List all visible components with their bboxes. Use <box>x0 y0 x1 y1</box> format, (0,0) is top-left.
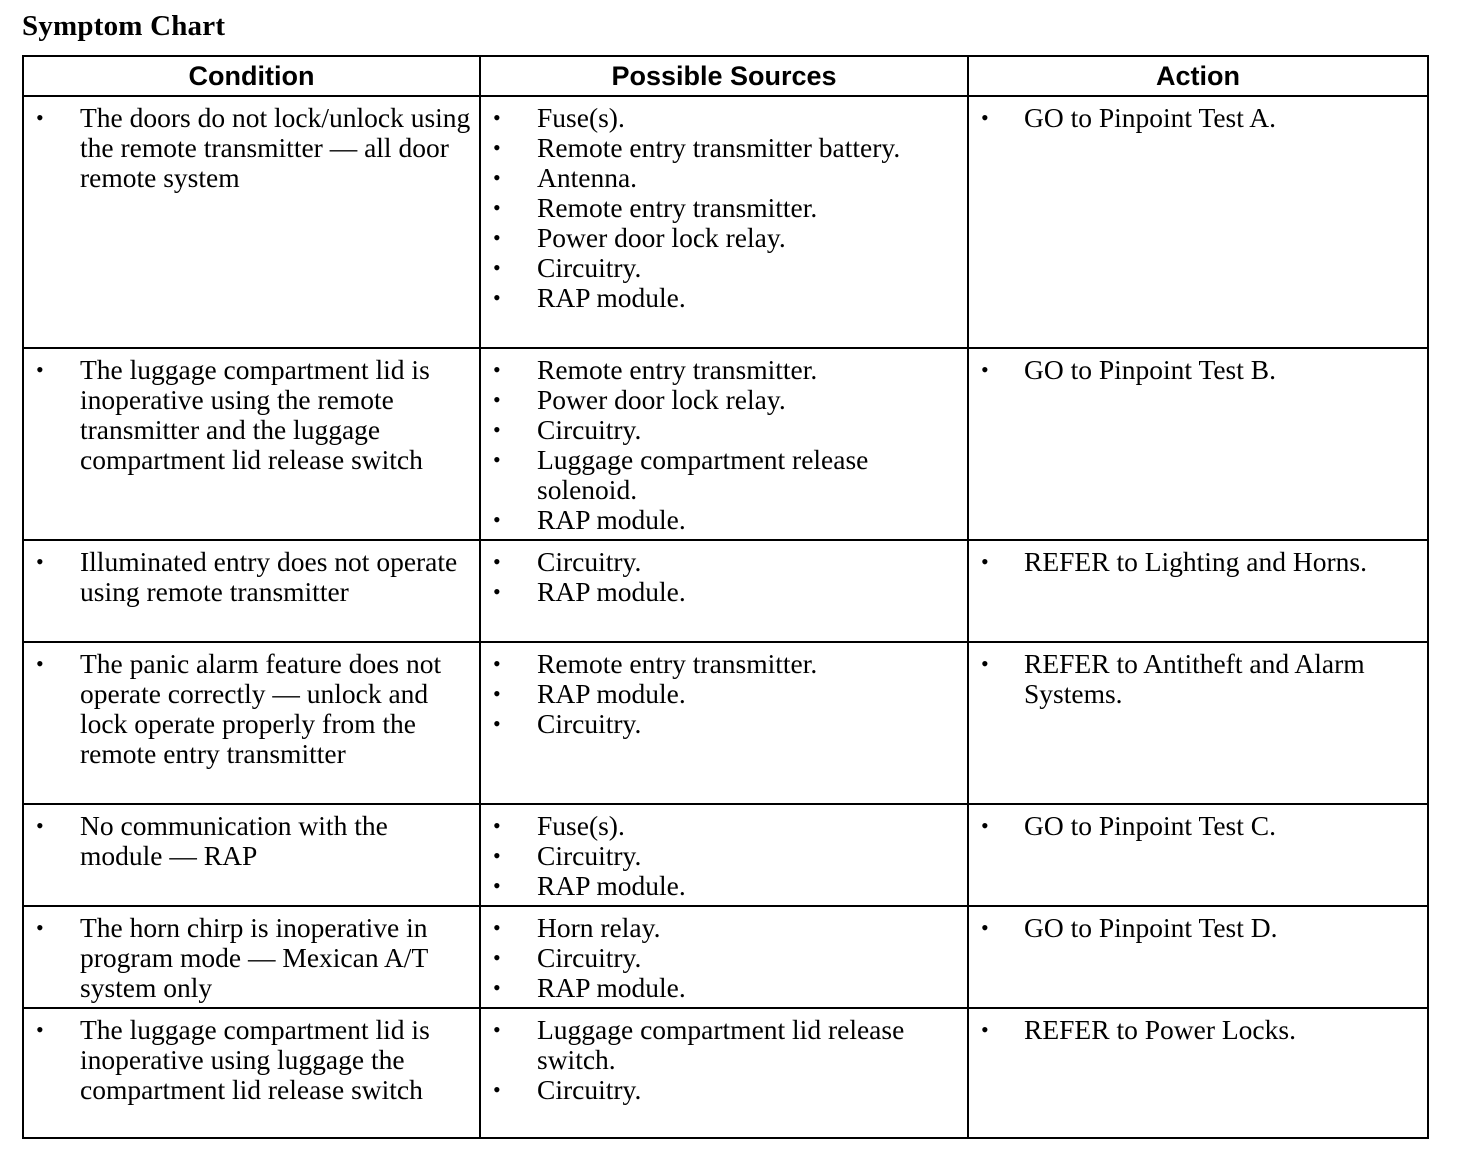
bullet-icon: • <box>36 357 44 382</box>
bullet-icon: • <box>981 651 989 676</box>
action-cell <box>968 1008 1428 1138</box>
bullet-icon: • <box>493 915 501 940</box>
bullet-icon: • <box>36 651 44 676</box>
action-cell <box>968 804 1428 906</box>
bullet-icon: • <box>493 417 501 442</box>
condition-cell <box>23 540 480 642</box>
condition-cell <box>23 348 480 540</box>
source-item: Antenna. <box>537 162 638 193</box>
table-row <box>23 642 1428 804</box>
action-text: GO to Pinpoint Test C. <box>1024 810 1276 841</box>
table-row <box>23 1008 1428 1138</box>
bullet-icon: • <box>493 135 501 160</box>
source-item: Luggage compartment lid release switch. <box>537 1014 905 1075</box>
bullet-icon: • <box>493 507 501 532</box>
bullet-icon: • <box>493 579 501 604</box>
condition-text: The luggage compartment lid is inoperative using luggage the compartment lid release switch <box>80 1014 430 1105</box>
bullet-icon: • <box>36 813 44 838</box>
action-text: GO to Pinpoint Test A. <box>1024 102 1276 133</box>
condition-cell <box>23 642 480 804</box>
source-item: Power door lock relay. <box>537 222 786 253</box>
bullet-icon: • <box>36 549 44 574</box>
bullet-icon: • <box>493 549 501 574</box>
bullet-icon: • <box>493 285 501 310</box>
source-item: Remote entry transmitter. <box>537 648 818 679</box>
source-item: Circuitry. <box>537 708 642 739</box>
bullet-icon: • <box>493 681 501 706</box>
sources-cell <box>480 540 968 642</box>
sources-cell <box>480 642 968 804</box>
sources-cell <box>480 348 968 540</box>
bullet-icon: • <box>493 1017 501 1042</box>
bullet-icon: • <box>981 549 989 574</box>
chart-title: Symptom Chart <box>22 10 226 42</box>
header-possible-sources: Possible Sources <box>480 56 968 96</box>
bullet-icon: • <box>981 357 989 382</box>
action-cell <box>968 906 1428 1008</box>
source-item: Circuitry. <box>537 414 642 445</box>
bullet-icon: • <box>493 873 501 898</box>
header-condition: Condition <box>23 56 480 96</box>
condition-text: The luggage compartment lid is inoperative using the remote transmitter and the luggage compartment lid release switch <box>80 354 430 475</box>
action-text: GO to Pinpoint Test D. <box>1024 912 1278 943</box>
bullet-icon: • <box>981 915 989 940</box>
bullet-icon: • <box>36 1017 44 1042</box>
action-cell <box>968 348 1428 540</box>
source-item: RAP module. <box>537 870 686 901</box>
source-item: RAP module. <box>537 504 686 535</box>
condition-text: The horn chirp is inoperative in program mode — Mexican A/T system only <box>80 912 428 1003</box>
sources-cell <box>480 96 968 348</box>
bullet-icon: • <box>493 165 501 190</box>
sources-cell <box>480 804 968 906</box>
condition-cell <box>23 906 480 1008</box>
bullet-icon: • <box>493 1077 501 1102</box>
bullet-icon: • <box>981 1017 989 1042</box>
source-item: Remote entry transmitter. <box>537 354 818 385</box>
action-text: REFER to Lighting and Horns. <box>1024 546 1367 577</box>
bullet-icon: • <box>493 447 501 472</box>
action-text: GO to Pinpoint Test B. <box>1024 354 1276 385</box>
header-action: Action <box>968 56 1428 96</box>
chart-body <box>23 96 1428 1138</box>
source-item: Circuitry. <box>537 1074 642 1105</box>
source-item: Fuse(s). <box>537 102 625 133</box>
condition-cell <box>23 96 480 348</box>
table-row <box>23 96 1428 348</box>
source-item: Remote entry transmitter battery. <box>537 132 901 163</box>
table-row <box>23 540 1428 642</box>
table-row <box>23 348 1428 540</box>
condition-cell <box>23 1008 480 1138</box>
bullet-icon: • <box>493 195 501 220</box>
bullet-icon: • <box>493 387 501 412</box>
bullet-icon: • <box>493 945 501 970</box>
source-item: RAP module. <box>537 678 686 709</box>
bullet-icon: • <box>981 813 989 838</box>
condition-text: The panic alarm feature does not operate correctly — unlock and lock operate properly from the remote entry transmitter <box>80 648 442 769</box>
source-item: Circuitry. <box>537 252 642 283</box>
table-row <box>23 804 1428 906</box>
condition-text: The doors do not lock/unlock using the remote transmitter — all door remote system <box>80 102 471 193</box>
bullet-icon: • <box>493 813 501 838</box>
action-cell <box>968 642 1428 804</box>
bullet-icon: • <box>493 105 501 130</box>
source-item: Horn relay. <box>537 912 661 943</box>
bullet-icon: • <box>493 843 501 868</box>
action-text: REFER to Power Locks. <box>1024 1014 1296 1045</box>
bullet-icon: • <box>36 105 44 130</box>
source-item: Luggage compartment release solenoid. <box>537 444 869 505</box>
bullet-icon: • <box>493 225 501 250</box>
sources-cell <box>480 1008 968 1138</box>
source-item: Remote entry transmitter. <box>537 192 818 223</box>
source-item: RAP module. <box>537 972 686 1003</box>
condition-text: Illuminated entry does not operate using remote transmitter <box>80 546 458 607</box>
condition-text: No communication with the module — RAP <box>80 810 388 871</box>
source-item: Circuitry. <box>537 546 642 577</box>
source-item: Fuse(s). <box>537 810 625 841</box>
bullet-icon: • <box>493 711 501 736</box>
source-item: RAP module. <box>537 282 686 313</box>
header-row <box>23 56 1428 96</box>
table-row <box>23 906 1428 1008</box>
bullet-icon: • <box>36 915 44 940</box>
source-item: RAP module. <box>537 576 686 607</box>
action-cell <box>968 96 1428 348</box>
source-item: Circuitry. <box>537 942 642 973</box>
source-item: Circuitry. <box>537 840 642 871</box>
condition-cell <box>23 804 480 906</box>
symptom-chart-table <box>22 55 1429 1139</box>
bullet-icon: • <box>981 105 989 130</box>
sources-cell <box>480 906 968 1008</box>
bullet-icon: • <box>493 651 501 676</box>
bullet-icon: • <box>493 975 501 1000</box>
bullet-icon: • <box>493 255 501 280</box>
bullet-icon: • <box>493 357 501 382</box>
action-text: REFER to Antitheft and Alarm Systems. <box>1024 648 1365 709</box>
source-item: Power door lock relay. <box>537 384 786 415</box>
action-cell <box>968 540 1428 642</box>
